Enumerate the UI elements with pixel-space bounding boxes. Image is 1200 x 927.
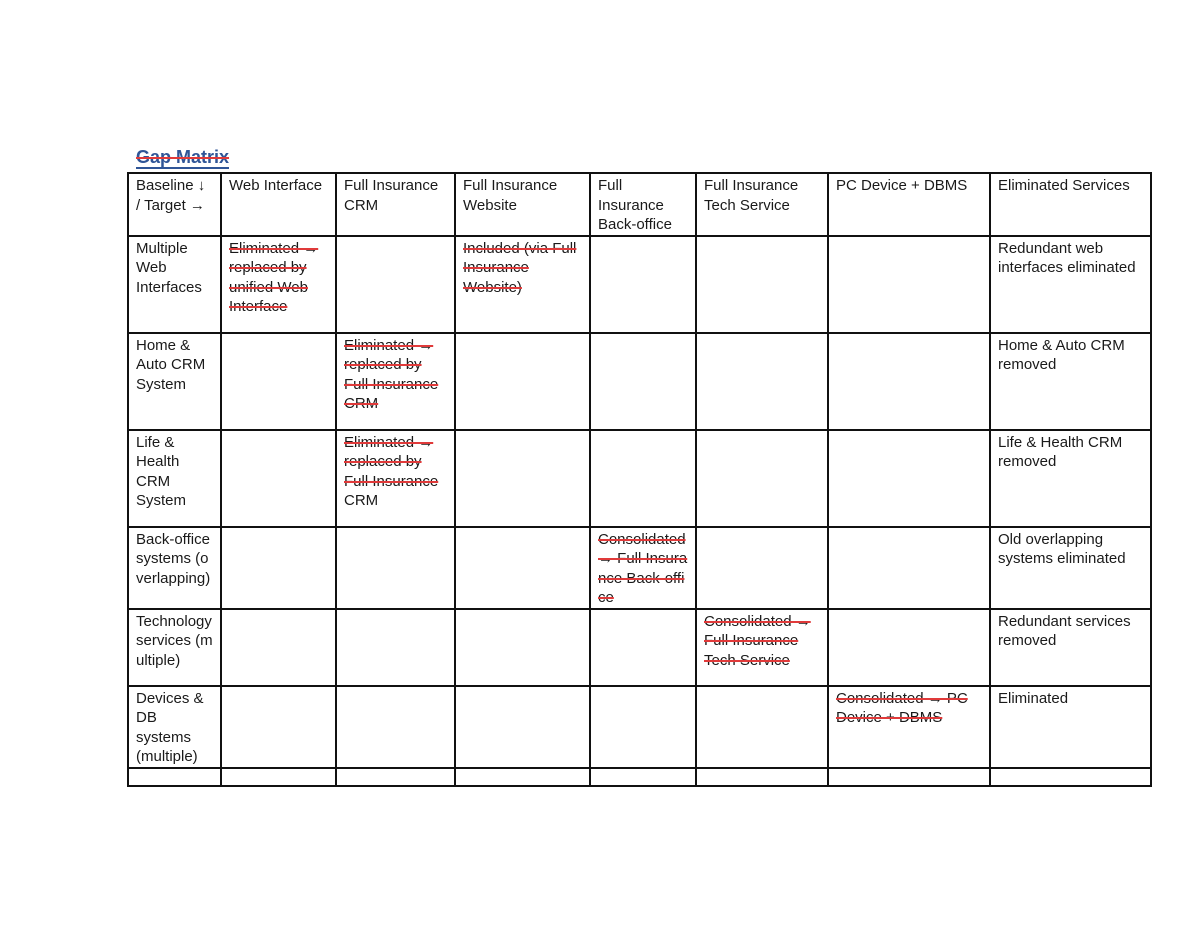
gap-cell (221, 686, 336, 768)
header-full-insurance-tech-service: Full Insurance Tech Service (696, 173, 828, 236)
gap-cell (455, 333, 590, 430)
struck-text: Included (via Full Insurance Website) (463, 239, 577, 296)
gap-cell (221, 430, 336, 527)
empty-cell (336, 768, 455, 786)
gap-cell (221, 527, 336, 609)
gap-cell (590, 236, 696, 333)
gap-cell (455, 430, 590, 527)
gap-cell (696, 686, 828, 768)
eliminated-cell: Redundant web interfaces eliminated (990, 236, 1151, 333)
gap-cell (221, 333, 336, 430)
gap-cell (590, 527, 696, 609)
header-pc-device-dbms: PC Device + DBMS (828, 173, 990, 236)
gap-cell (696, 609, 828, 686)
empty-cell (828, 768, 990, 786)
gap-cell (590, 333, 696, 430)
eliminated-cell: Home & Auto CRM removed (990, 333, 1151, 430)
empty-cell (590, 768, 696, 786)
struck-text: Consolidated → Full Insurance Tech Service (704, 612, 811, 669)
table-row (128, 236, 1151, 333)
baseline-cell: Back-office systems (overlapping) (128, 527, 221, 609)
gap-cell (828, 333, 990, 430)
baseline-cell: Devices & DB systems (multiple) (128, 686, 221, 768)
header-web-interface: Web Interface (221, 173, 336, 236)
gap-cell (221, 609, 336, 686)
eliminated-cell: Eliminated (990, 686, 1151, 768)
eliminated-cell: Redundant services removed (990, 609, 1151, 686)
gap-cell (696, 236, 828, 333)
baseline-cell: Multiple Web Interfaces (128, 236, 221, 333)
struck-text: Eliminated → replaced by unified Web Interface (229, 239, 319, 315)
baseline-cell: Life & Health CRM System (128, 430, 221, 527)
header-eliminated-services: Eliminated Services (990, 173, 1151, 236)
gap-cell (336, 686, 455, 768)
eliminated-cell: Old overlapping systems eliminated (990, 527, 1151, 609)
gap-cell (828, 609, 990, 686)
header-full-insurance-crm: Full Insurance CRM (336, 173, 455, 236)
gap-cell (336, 333, 455, 430)
empty-cell (696, 768, 828, 786)
gap-cell (828, 236, 990, 333)
gap-cell (336, 430, 455, 527)
gap-matrix-table (127, 172, 1152, 787)
gap-cell (336, 527, 455, 609)
struck-text: Eliminated → replaced by Full Insurance CRM (344, 336, 439, 412)
empty-row (128, 768, 1151, 786)
baseline-cell: Technology services (multiple) (128, 609, 221, 686)
gap-cell (455, 236, 590, 333)
table-row (128, 333, 1151, 430)
baseline-cell: Home & Auto CRM System (128, 333, 221, 430)
struck-text: Consolidated → PC Device + DBMS (836, 689, 968, 726)
gap-cell (590, 686, 696, 768)
struck-text: Consolidated → Full Insurance Back-office (598, 530, 688, 606)
eliminated-cell: Life & Health CRM removed (990, 430, 1151, 527)
header-full-insurance-back-office: Full Insurance Back-office (590, 173, 696, 236)
plain-text: CRM (344, 492, 379, 509)
empty-cell (221, 768, 336, 786)
header-row (128, 173, 1151, 236)
gap-cell (455, 686, 590, 768)
gap-cell (828, 527, 990, 609)
gap-cell (590, 430, 696, 527)
gap-cell (696, 430, 828, 527)
gap-cell (336, 236, 455, 333)
empty-cell (455, 768, 590, 786)
empty-cell (990, 768, 1151, 786)
empty-cell (128, 768, 221, 786)
page-title: Gap Matrix (136, 147, 230, 167)
gap-cell (828, 430, 990, 527)
gap-cell (828, 686, 990, 768)
gap-cell (696, 527, 828, 609)
table-row (128, 609, 1151, 686)
struck-text: Eliminated → replaced by Full Insurance (344, 433, 439, 490)
header-full-insurance-website: Full Insurance Website (455, 173, 590, 236)
table-row (128, 527, 1151, 609)
gap-cell (221, 236, 336, 333)
header-corner-cell: Baseline ↓ / Target → (128, 173, 221, 236)
table-row (128, 430, 1151, 527)
table-row (128, 686, 1151, 768)
gap-cell (455, 527, 590, 609)
gap-cell (336, 609, 455, 686)
gap-cell (590, 609, 696, 686)
gap-cell (455, 609, 590, 686)
gap-cell (696, 333, 828, 430)
